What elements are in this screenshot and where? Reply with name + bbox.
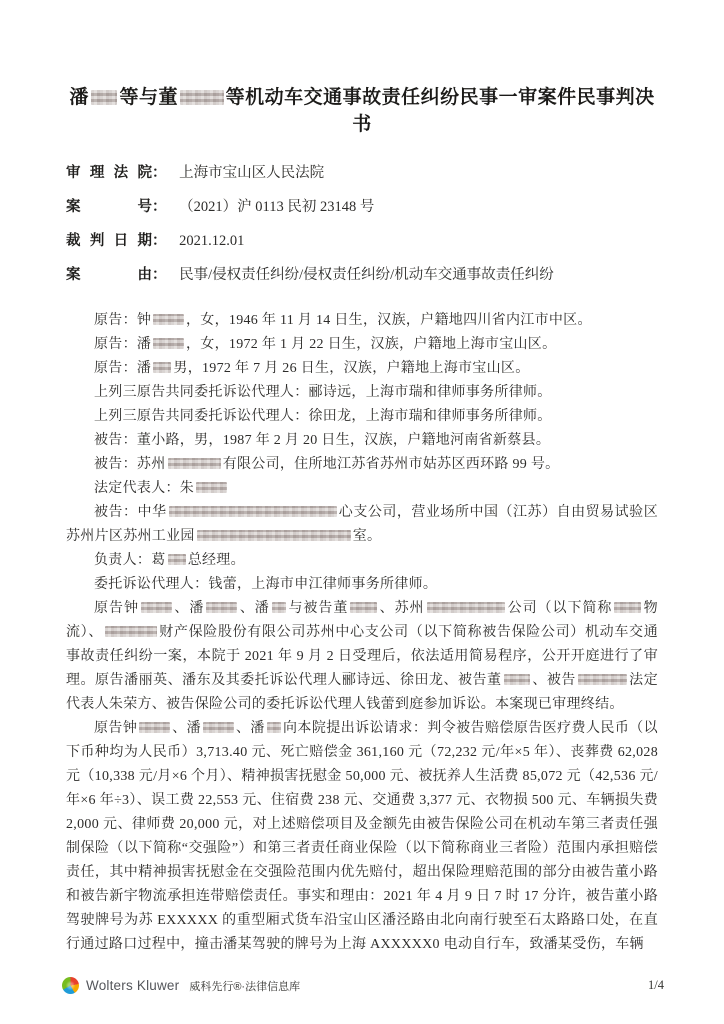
redacted-text xyxy=(197,530,351,541)
meta-colon: ： xyxy=(152,267,167,283)
paragraph-11: 委托诉讼代理人：钱蕾，上海市申江律师事务所律师。 xyxy=(94,577,438,592)
redacted-text xyxy=(91,90,118,105)
paragraph-6: 被告：董小路，男，1987 年 2 月 20 日生，汉族，户籍地河南省新蔡县。 xyxy=(94,433,551,448)
paragraph-9: 被告：中华 心支公司，营业场所中国（江苏）自由贸易试验区苏州片区苏州工业园 室。 xyxy=(66,505,658,544)
paragraph-4: 上列三原告共同委托诉讼代理人：郦诗远，上海市瑞和律师事务所律师。 xyxy=(94,385,552,400)
redacted-text xyxy=(153,314,184,325)
redacted-text xyxy=(427,602,505,613)
redacted-text xyxy=(141,602,172,613)
redacted-text xyxy=(196,482,227,493)
redacted-text xyxy=(139,722,170,733)
redacted-text xyxy=(168,554,186,565)
redacted-text xyxy=(578,674,627,685)
meta-row-court xyxy=(66,163,658,183)
paragraph-12: 原告钟 、潘 、潘 与被告董 、苏州 公司（以下简称 物流）、 财产保险股份有限公司苏州中心支公司（以下简称被告保险公司）机动车交通事故责任纠纷一案，本院于 2021 年 9 月 2 日受理后，依法适用简易程序，公开开庭进行了审理。原告潘丽英、潘东及其委托诉讼代理人郦诗远、徐田龙、被告董 、被告 法定代表人朱荣方、被告保险公司的委托诉讼代理人钱蕾到庭参加诉讼。本案现已审理终结。 xyxy=(66,601,658,712)
meta-row-case-number xyxy=(66,197,658,217)
redacted-text xyxy=(153,338,184,349)
page-footer xyxy=(62,977,664,994)
meta-value-case-number: （2021）沪 0113 民初 23148 号 xyxy=(179,199,375,215)
meta-colon: ： xyxy=(152,233,167,249)
meta-colon: ： xyxy=(152,165,167,181)
meta-label-case-number: 案号 xyxy=(66,199,152,215)
meta-value-judgment-date: 2021.12.01 xyxy=(179,233,245,249)
paragraph-5: 上列三原告共同委托诉讼代理人：徐田龙，上海市瑞和律师事务所律师。 xyxy=(94,409,552,424)
meta-row-judgment-date xyxy=(66,231,658,251)
meta-colon: ： xyxy=(152,199,167,215)
paragraph-13: 原告钟 、潘 、潘 向本院提出诉讼请求：判令被告赔偿原告医疗费人民币（以下币种均为人民币）3,713.40 元、死亡赔偿金 361,160 元（72,232 元/年×5 年）、丧葬费 62,028 元（10,338 元/月×6 个月）、精神损害抚慰金 50,000 元、被抚养人生活费 85,072 元（42,536 元/年×6 年÷3）、误工费 22,553 元、住宿费 238 元、交通费 3,377 元、衣物损 500 元、车辆损失费 2,000 元、律师费 20,000 元，对上述赔偿项目及金额先由被告保险公司在机动车第三者责任强制保险（以下简称“交强险”）和第三者责任商业保险（以下简称商业三者险）范围内承担赔偿责任，其中精神损害抚慰金在交强险范围内优先赔付，超出保险理赔范围的部分由被告董小路和被告新宇物流承担连带赔偿责任。事实和理由：2021 年 4 月 9 日 7 时 17 分许，被告董小路驾驶牌号为苏 EXXXXX 的重型厢式货车沿宝山区潘泾路由北向南行驶至石太路路口处，在直行通过路口过程中，撞击潘某驾驶的牌号为上海 AXXXXX0 电动自行车，致潘某受伤，车辆 xyxy=(66,721,658,952)
paragraph-10: 负责人：葛 总经理。 xyxy=(94,553,245,568)
meta-row-cause-of-action xyxy=(66,265,658,285)
paragraph-3: 原告：潘 男，1972 年 7 月 26 日生，汉族，户籍地上海市宝山区。 xyxy=(94,361,530,376)
paragraph-8: 法定代表人：朱 xyxy=(66,477,658,501)
paragraph-7: 被告：苏州 有限公司，住所地江苏省苏州市姑苏区西环路 99 号。 xyxy=(94,457,560,472)
page-indicator: 1/4 xyxy=(648,978,664,992)
paragraph-1: 原告：钟 ，女，1946 年 11 月 14 日生，汉族，户籍地四川省内江市中区。 xyxy=(94,313,592,328)
meta-value-court: 上海市宝山区人民法院 xyxy=(179,165,325,181)
meta-label-court: 审理法院 xyxy=(66,165,152,181)
meta-section xyxy=(66,163,658,285)
redacted-text xyxy=(206,602,237,613)
redacted-text xyxy=(504,674,531,685)
redacted-text xyxy=(614,602,641,613)
paragraph-2: 原告：潘 ，女，1972 年 1 月 22 日生，汉族，户籍地上海市宝山区。 xyxy=(94,337,557,352)
wolters-kluwer-logo-icon xyxy=(62,977,79,994)
redacted-text xyxy=(105,626,157,637)
redacted-text xyxy=(180,90,224,105)
brand-name: Wolters Kluwer xyxy=(86,978,180,993)
redacted-text xyxy=(272,602,286,613)
product-name: 威科先行®·法律信息库 xyxy=(189,980,301,993)
document-body xyxy=(66,309,658,957)
document-title: 潘 等与董 等机动车交通事故责任纠纷民事一审案件民事判决书 xyxy=(69,87,655,135)
redacted-text xyxy=(203,722,234,733)
redacted-text xyxy=(169,506,337,517)
redacted-text xyxy=(267,722,281,733)
meta-value-cause-of-action: 民事/侵权责任纠纷/侵权责任纠纷/机动车交通事故责任纠纷 xyxy=(179,267,554,283)
redacted-text xyxy=(168,458,221,469)
meta-label-cause-of-action: 案由 xyxy=(66,267,152,283)
redacted-text xyxy=(350,602,377,613)
meta-label-judgment-date: 裁判日期 xyxy=(66,233,152,249)
redacted-text xyxy=(153,362,171,373)
